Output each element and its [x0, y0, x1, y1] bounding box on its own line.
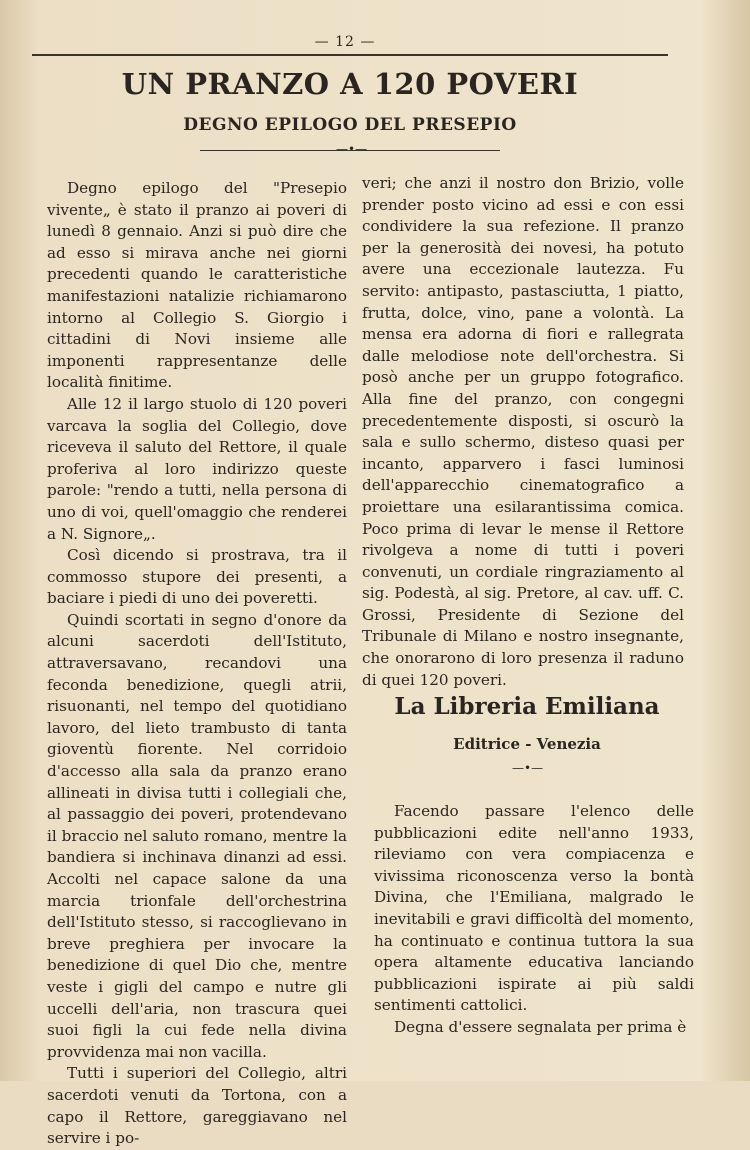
section-ornament-icon: —•— [512, 761, 544, 775]
left-column [47, 178, 347, 1150]
paragraph: Facendo passare l'elenco delle pubblicazioni edite nell'anno 1933, rileviamo con vera compiacenza e vivissima riconoscenza verso la bontà Divina, che l'Emiliana, malgrado le inevitabili e gravi difficoltà del momento, ha continuato e continua tuttora la sua opera altamente educativa lanciando pubblicazioni ispirate ai più saldi sentimenti cattolici. [374, 802, 694, 1015]
header-rule [32, 54, 668, 56]
paragraph: Quindi scortati in segno d'onore da alcuni sacerdoti dell'Istituto, attraversavano, recandovi una feconda benedizione, quegli atrii, risuonanti, nel tempo del quotidiano lavoro, del lieto trambusto di tanta gioventù fiorente. Nel corridoio d'accesso alla sala da pranzo erano allineati in divisa tutti i collegiali che, al passaggio dei poveri, protendevano il braccio nel saluto romano, mentre la bandiera si inchinava dinanzi ad essi. Accolti nel capace salone da una marcia trionfale dell'orchestrina dell'Istituto stesso, si raccoglievano in breve preghiera per invocare la benedizione di quel Dio che, mentre veste i gigli del campo e nutre gli uccelli dell'aria, non trascura quei suoi figli la cui fede nella divina provvidenza mai non vacilla. [47, 610, 347, 1061]
article-title: UN PRANZO A 120 POVERI [121, 67, 579, 101]
paragraph: Tutti i superiori del Collegio, altri sacerdoti venuti da Tortona, con a capo il Rettore, gareggiavano nel servire i po- [47, 1064, 347, 1148]
paragraph: Così dicendo si prostrava, tra il commosso stupore dei presenti, a baciare i piedi di uno dei poveretti. [47, 546, 347, 608]
article-subtitle: DEGNO EPILOGO DEL PRESEPIO [183, 115, 517, 135]
magazine-page: — 12 — UN PRANZO A 120 POVERI DEGNO EPILOGO DEL PRESEPIO —•— Degno epilogo del "Presepio vivente„ è stato il pranzo ai poveri di lunedì 8 gennaio. Anzi si può dire che ad esso si mirava anche nei giorni precedenti quando le caratteristiche manifestazioni natalizie richiamarono intorno al Collegio S. Giorgio i cittadini di Novi insieme alle imponenti rappresentanze delle località finitime. Alle 12 il largo stuolo di 120 poveri varcava la soglia del Collegio, dove riceveva il saluto del Rettore, il quale proferiva al loro indirizzo queste parole: "rendo a tutti, nella persona di uno di voi, quell'omaggio che renderei a N. Signore„. Così dicendo si prostrava, tra il commosso stupore dei presenti, a baciare i piedi di uno dei poveretti. Quindi scortati in segno d'onore da alcuni sacerdoti dell'Istituto, attraversavano, recandovi una feconda benedizione, quegli atrii, risuonanti, nel tempo del quotidiano lavoro, del lieto trambusto di tanta gioventù fiorente. Nel corridoio d'accesso alla sala da pranzo erano allineati in divisa tutti i collegiali che, al passaggio dei poveri, protendevano il braccio nel saluto romano, mentre la bandiera si inchinava dinanzi ad essi. Accolti nel capace salone da una marcia trionfale dell'orchestrina dell'Istituto stesso, si raccoglievano in breve preghiera per invocare la benedizione di quel Dio che, mentre veste i gigli del campo e nutre gli uccelli dell'aria, non trascura quei suoi figli la cui fede nella divina provvidenza mai non vacilla. Tutti i superiori del Collegio, altri sacerdoti venuti da Tortona, con a capo il Rettore, gareggiavano nel servire i po- veri; che anzi il nostro don Brizio, volle prender posto vicino ad essi e con essi condividere la sua refezione. Il pranzo per la generosità dei novesi, ha potuto avere una eccezionale lautezza. Fu servito: antipasto, pastasciutta, 1 piatto, frutta, dolce, vino, pane a volontà. La mensa era adorna di fiori e rallegrata dalle melodiose note dell'orchestra. Si posò anche per un gruppo fotografico. Alla fine del pranzo, con congegni precedentemente disposti, si oscurò la sala e sullo schermo, disteso quasi per incanto, apparvero i fasci luminosi dell'apparecchio cinematografico a proiettare una esilarantissima comica. Poco prima di levar le mense il Rettore rivolgeva a nome di tutti i poveri convenuti, un cordiale ringraziamento al sig. Podestà, al sig. Pretore, al cav. uff. C. Grossi, Presidente di Sezione del Tribunale di Milano e nostro insegnante, che onorarono di loro presenza il raduno di quei 120 poveri. La Libreria Emiliana Editrice - Venezia —•— Facendo passare l'elenco delle pubblicazioni edite nell'anno 1933, rileviamo con vera compiacenza e vivissima riconoscenza verso la bontà Divina, che l'Emiliana, malgrado le inevitabili e gravi difficoltà del momento, ha continuato e continua tuttora la sua opera altamente educativa lanciando pubblicazioni ispirate ai più saldi sentimenti cattolici. Degna d'essere segnalata per prima è [0, 0, 750, 1081]
paragraph: Degno epilogo del "Presepio vivente„ è stato il pranzo ai poveri di lunedì 8 gennaio. Anzi si può dire che ad esso si mirava anche nei giorni precedenti quando le caratteristiche manifestazioni natalizie richiamarono intorno al Collegio S. Giorgio i cittadini di Novi insieme alle imponenti rappresentanze delle località finitime. [47, 179, 347, 392]
page-number: — 12 — [314, 34, 376, 50]
libreria-title: La Libreria Emiliana [394, 693, 660, 720]
paragraph: Alle 12 il largo stuolo di 120 poveri varcava la soglia del Collegio, dove riceveva il saluto del Rettore, il quale proferiva al loro indirizzo queste parole: "rendo a tutti, nella persona di uno di voi, quell'omaggio che renderei a N. Signore„. [47, 394, 347, 543]
libreria-subtitle: Editrice - Venezia [453, 735, 601, 753]
libreria-column [374, 801, 694, 1039]
right-column [362, 173, 684, 691]
paragraph: Degna d'essere segnalata per prima è [394, 1017, 687, 1036]
paragraph: veri; che anzi il nostro don Brizio, volle prender posto vicino ad essi e con essi condividere la sua refezione. Il pranzo per la generosità dei novesi, ha potuto avere una eccezionale lautezza. Fu servito: antipasto, pastasciutta, 1 piatto, frutta, dolce, vino, pane a volontà. La mensa era adorna di fiori e rallegrata dalle melodiose note dell'orchestra. Si posò anche per un gruppo fotografico. Alla fine del pranzo, con congegni precedentemente disposti, si oscurò la sala e sullo schermo, disteso quasi per incanto, apparvero i fasci luminosi dell'apparecchio cinematografico a proiettare una esilarantissima comica. Poco prima di levar le mense il Rettore rivolgeva a nome di tutti i poveri convenuti, un cordiale ringraziamento al sig. Podestà, al sig. Pretore, al cav. uff. C. Grossi, Presidente di Sezione del Tribunale di Milano e nostro insegnante, che onorarono di loro presenza il raduno di quei 120 poveri. [362, 174, 684, 689]
